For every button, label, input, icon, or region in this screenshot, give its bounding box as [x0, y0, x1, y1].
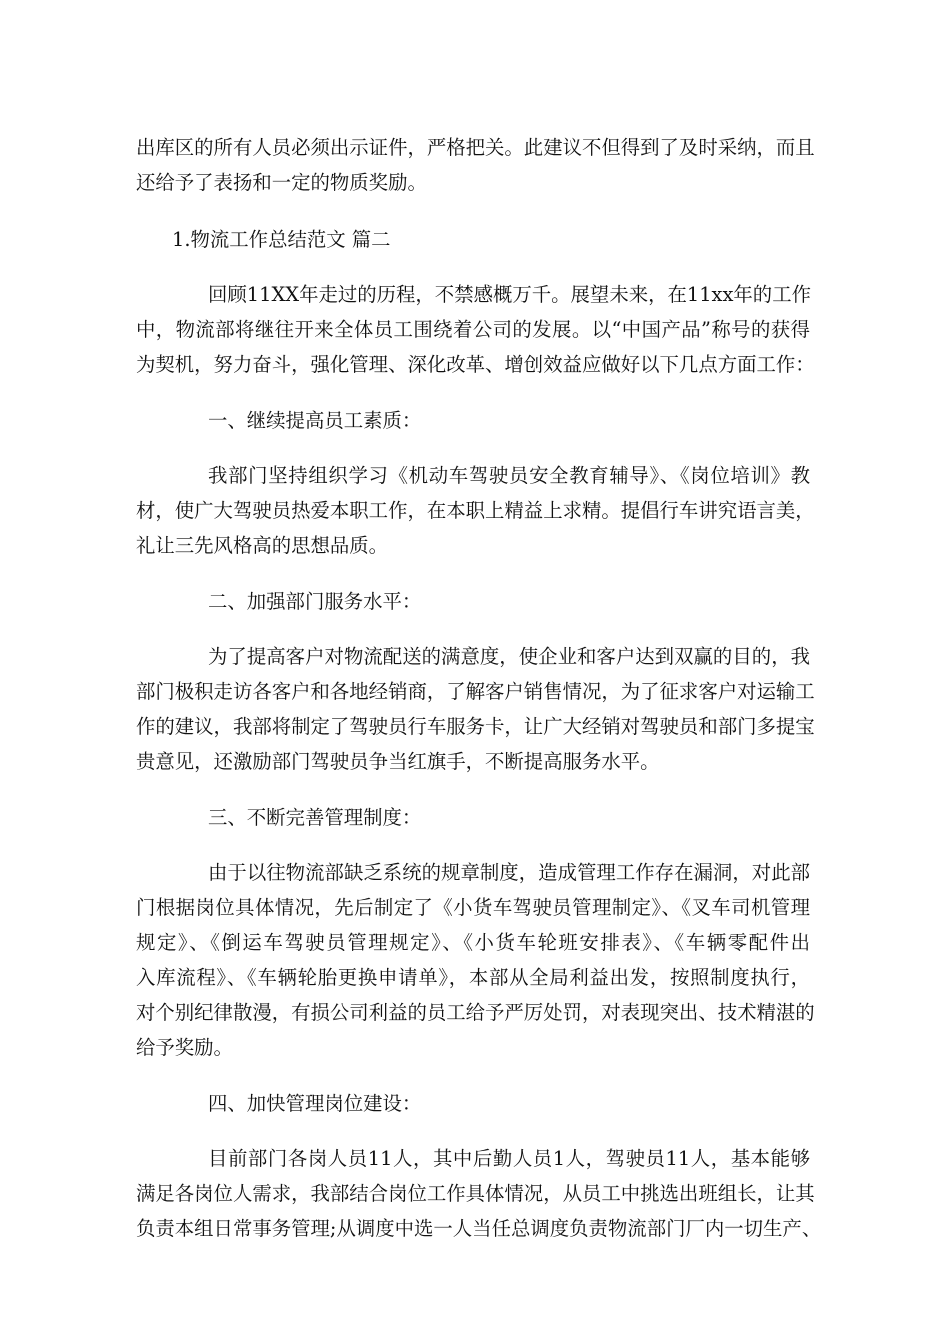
paragraph-3-line-1: 由于以往物流部缺乏系统的规章制度，造成管理工作存在漏洞，对此部	[208, 861, 810, 884]
heading-4: 四、加快管理岗位建设：	[208, 1092, 422, 1115]
paragraph-1-line-2: 材，使广大驾驶员热爱本职工作，在本职上精益上求精。提倡行车讲究语言美，	[136, 499, 815, 522]
section-title: 1.物流工作总结范文 篇二	[172, 228, 391, 251]
paragraph-1-line-3: 礼让三先风格高的思想品质。	[136, 534, 389, 557]
paragraph-1-line-1: 我部门坚持组织学习《机动车驾驶员安全教育辅导》、《岗位培训》教	[208, 464, 810, 487]
paragraph-4-line-3: 负责本组日常事务管理;从调度中选一人当任总调度负责物流部门厂内一切生产、	[136, 1217, 822, 1240]
paragraph-4-line-2: 满足各岗位人需求，我部结合岗位工作具体情况，从员工中挑选出班组长，让其	[136, 1182, 815, 1205]
heading-1: 一、继续提高员工素质：	[208, 409, 422, 432]
paragraph-3-line-2: 门根据岗位具体情况，先后制定了《小货车驾驶员管理制定》、《叉车司机管理	[136, 896, 810, 919]
paragraph-4-line-1: 目前部门各岗人员11人，其中后勤人员1人，驾驶员11人，基本能够	[208, 1147, 810, 1170]
heading-3: 三、不断完善管理制度：	[208, 806, 422, 829]
paragraph-2-line-1: 为了提高客户对物流配送的满意度，使企业和客户达到双赢的目的，我	[208, 645, 810, 668]
paragraph-3-line-4: 入库流程》、《车辆轮胎更换申请单》，本部从全局利益出发，按照制度执行，	[136, 966, 810, 989]
heading-2: 二、加强部门服务水平：	[208, 590, 422, 613]
paragraph-2-line-3: 作的建议，我部将制定了驾驶员行车服务卡，让广大经销对驾驶员和部门多提宝	[136, 715, 815, 738]
paragraph-3-line-5: 对个别纪律散漫，有损公司利益的员工给予严厉处罚，对表现突出、技术精湛的	[136, 1001, 815, 1024]
paragraph-3-line-6: 给予奖励。	[136, 1036, 233, 1059]
intro-paragraph-line-2: 还给予了表扬和一定的物质奖励。	[136, 171, 427, 194]
paragraph-2-line-4: 贵意见，还激励部门驾驶员争当红旗手，不断提高服务水平。	[136, 750, 660, 773]
paragraph-review-line-2: 中，物流部将继往开来全体员工围绕着公司的发展。以“中国产品”称号的获得	[136, 318, 810, 341]
paragraph-2-line-2: 部门极积走访各客户和各地经销商，了解客户销售情况，为了征求客户对运输工	[136, 680, 815, 703]
intro-paragraph-line-1: 出库区的所有人员必须出示证件，严格把关。此建议不但得到了及时采纳，而且	[136, 136, 815, 159]
paragraph-review-line-3: 为契机，努力奋斗，强化管理、深化改革、增创效益应做好以下几点方面工作：	[136, 353, 815, 376]
paragraph-review-line-1: 回顾11XX年走过的历程，不禁感概万千。展望未来，在11xx年的工作	[208, 283, 811, 306]
paragraph-3-line-3: 规定》、《倒运车驾驶员管理规定》、《小货车轮班安排表》、《车辆零配件出	[136, 931, 810, 954]
